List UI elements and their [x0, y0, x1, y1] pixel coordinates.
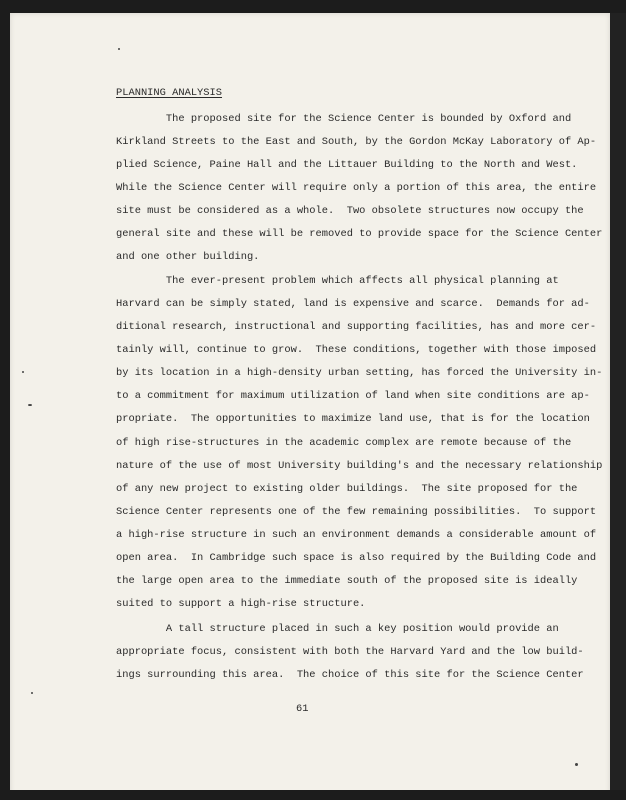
scan-speck [31, 692, 33, 694]
text-line: The ever-present problem which affects all physical planning at [116, 275, 559, 287]
text-line: ings surrounding this area. The choice of this site for the Science Center [116, 669, 584, 681]
scan-edge-right [610, 13, 626, 800]
text-line: A tall structure placed in such a key position would provide an [116, 623, 559, 635]
scan-edge-bottom [0, 790, 626, 800]
text-line: site must be considered as a whole. Two obsolete structures now occupy the [116, 205, 584, 217]
text-line: open area. In Cambridge such space is also required by the Building Code and [116, 552, 597, 564]
text-line: While the Science Center will require only a portion of this area, the entire [116, 182, 597, 194]
text-line: suited to support a high-rise structure. [116, 598, 366, 610]
text-line: nature of the use of most University building's and the necessary relationship [116, 460, 603, 472]
text-line: Harvard can be simply stated, land is expensive and scarce. Demands for ad- [116, 298, 590, 310]
text-line: Kirkland Streets to the East and South, by the Gordon McKay Laboratory of Ap- [116, 136, 597, 148]
text-line: of any new project to existing older buildings. The site proposed for the [116, 483, 578, 495]
section-heading: PLANNING ANALYSIS [116, 87, 223, 99]
scan-speck [22, 371, 24, 373]
text-line: a high-rise structure in such an environment demands a considerable amount of [116, 529, 597, 541]
text-line: plied Science, Paine Hall and the Littauer Building to the North and West. [116, 159, 578, 171]
scan-speck [118, 48, 120, 50]
text-line: tainly will, continue to grow. These conditions, together with those imposed [116, 344, 597, 356]
text-line: and one other building. [116, 251, 260, 263]
text-line: ditional research, instructional and supporting facilities, has and more cer- [116, 321, 597, 333]
text-line: Science Center represents one of the few remaining possibilities. To support [116, 506, 597, 518]
text-line: to a commitment for maximum utilization of land when site conditions are ap- [116, 390, 590, 402]
text-line: general site and these will be removed to provide space for the Science Center [116, 228, 603, 240]
scan-speck [28, 404, 32, 406]
document-page [10, 13, 610, 800]
text-line: the large open area to the immediate south of the proposed site is ideally [116, 575, 578, 587]
text-line: by its location in a high-density urban setting, has forced the University in- [116, 367, 603, 379]
text-line: appropriate focus, consistent with both the Harvard Yard and the low build- [116, 646, 584, 658]
text-line: propriate. The opportunities to maximize land use, that is for the location [116, 413, 590, 425]
text-line: The proposed site for the Science Center is bounded by Oxford and [116, 113, 572, 125]
scan-speck [575, 763, 578, 766]
page-number: 61 [296, 703, 309, 715]
text-line: of high rise-structures in the academic complex are remote because of the [116, 437, 572, 449]
